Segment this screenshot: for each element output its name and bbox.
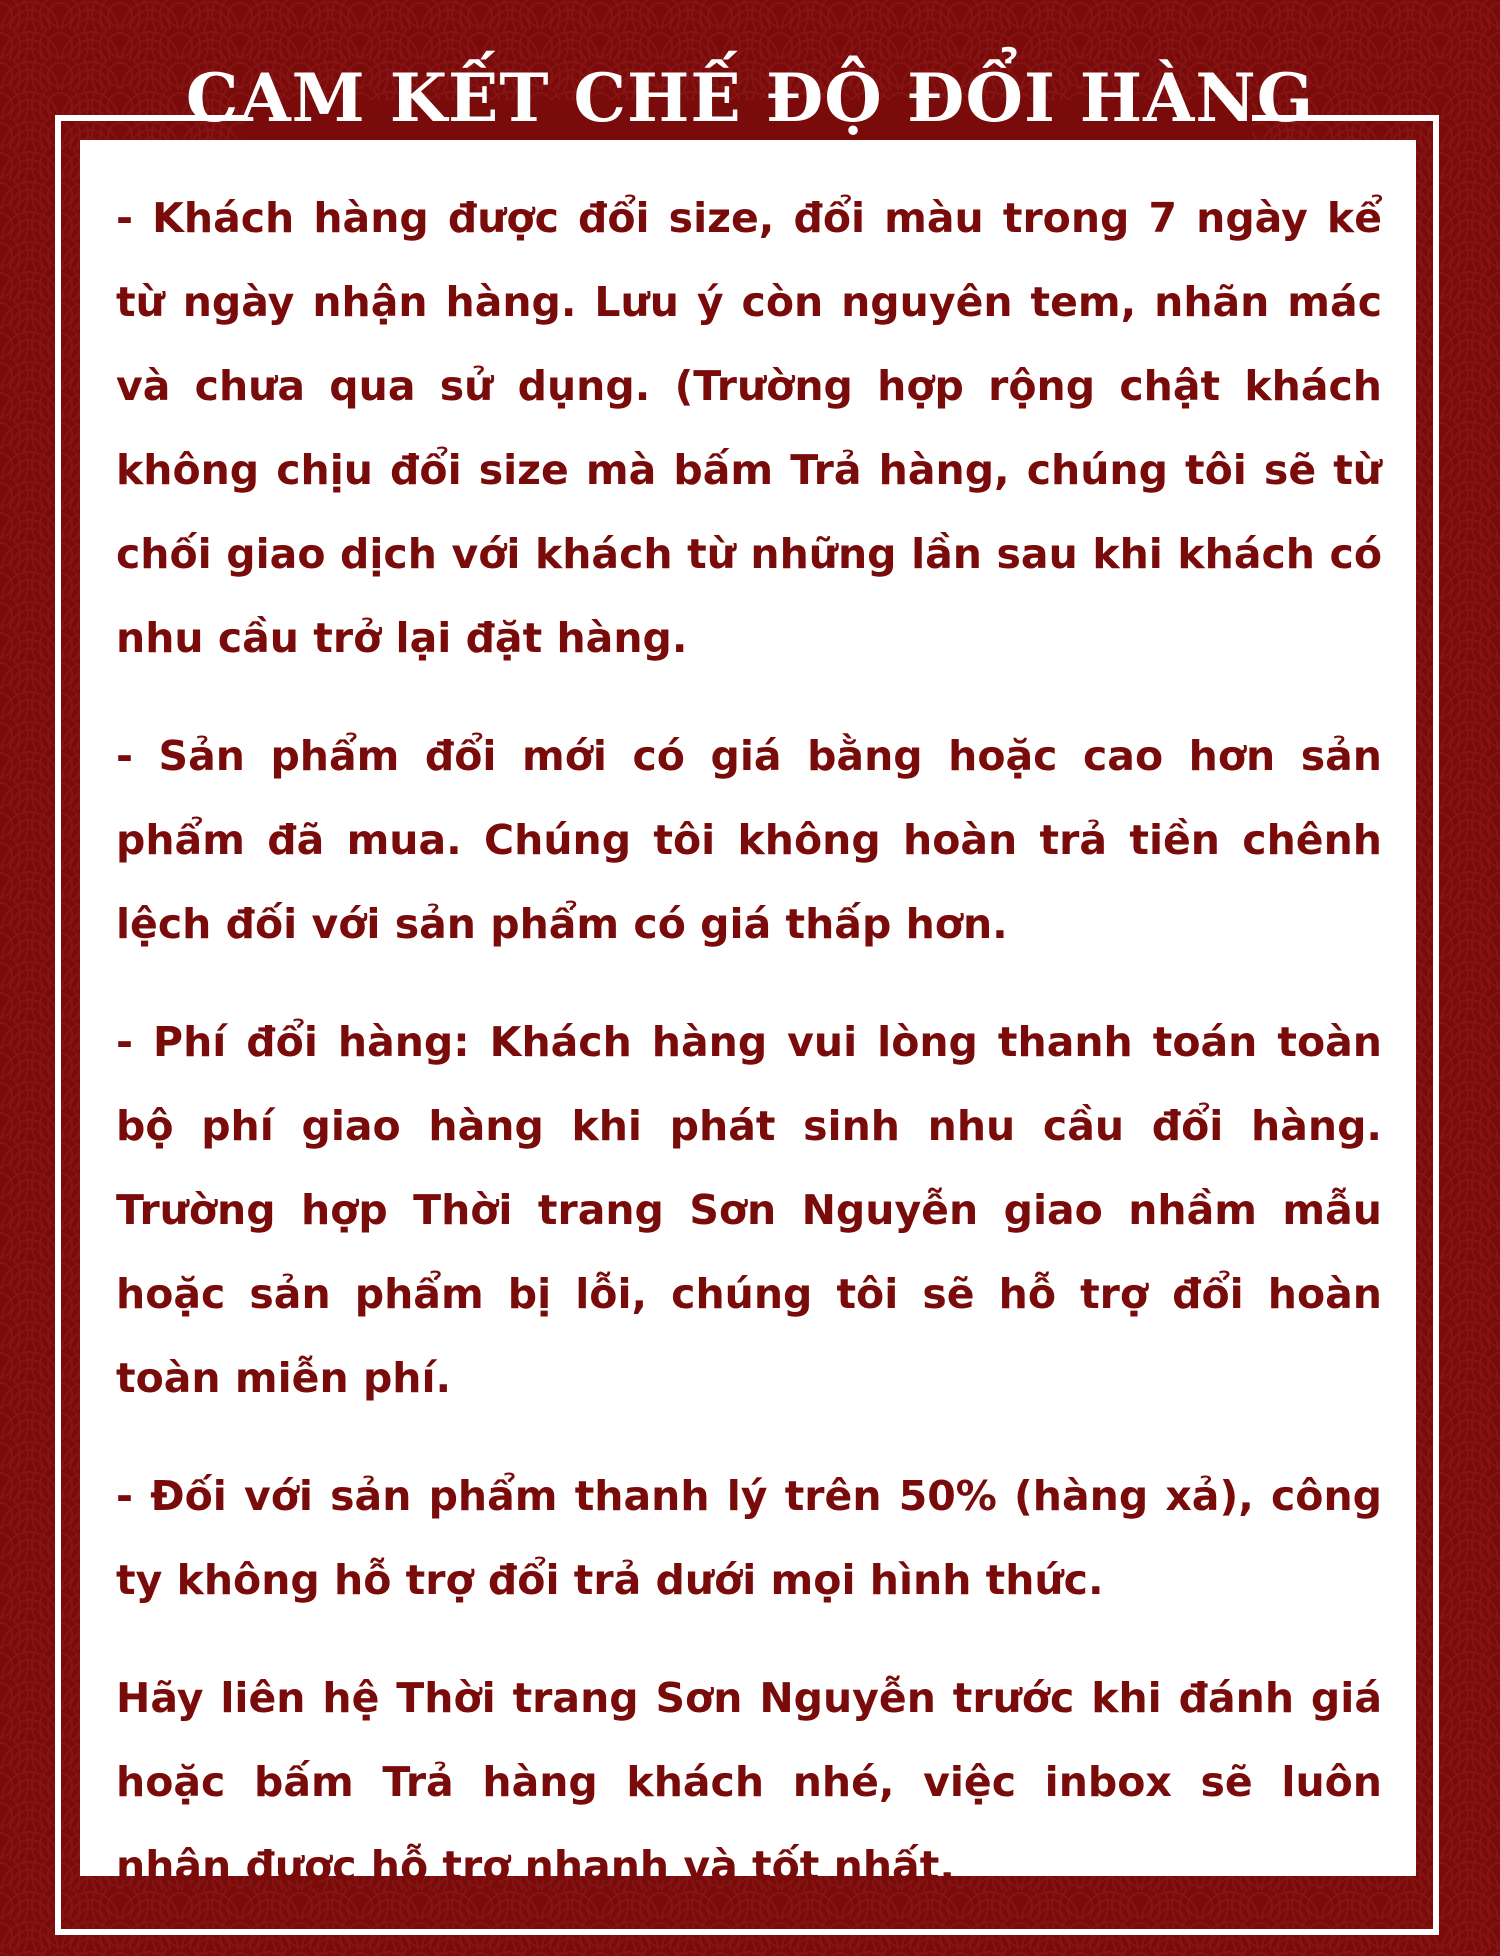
content-panel bbox=[80, 140, 1416, 1890]
policy-paragraph-size-color-exchange: - Khách hàng được đổi size, đổi màu trong 7 ngày kể từ ngày nhận hàng. Lưu ý còn nguyên tem, nhãn mác và chưa qua sử dụng. (Trường hợp rộng chật khách không chịu đổi size mà bấm Trả hàng, chúng tôi sẽ từ chối giao dịch với khách từ những lần sau khi khách có nhu cầu trở lại đặt hàng. bbox=[116, 194, 1382, 662]
policy-paragraph-exchange-fee: - Phí đổi hàng: Khách hàng vui lòng thanh toán toàn bộ phí giao hàng khi phát sinh nhu cầu đổi hàng. Trường hợp Thời trang Sơn Nguyễn giao nhầm mẫu hoặc sản phẩm bị lỗi, chúng tôi sẽ hỗ trợ đổi hoàn toàn miễn phí. bbox=[116, 1018, 1382, 1402]
page-title: CAM KẾT CHẾ ĐỘ ĐỔI HÀNG bbox=[185, 59, 1315, 137]
policy-paragraph-contact-note: Hãy liên hệ Thời trang Sơn Nguyễn trước khi đánh giá hoặc bấm Trả hàng khách nhé, việc inbox sẽ luôn nhận được hỗ trợ nhanh và tốt nhất. bbox=[116, 1674, 1382, 1890]
policy-paragraph-price-difference: - Sản phẩm đổi mới có giá bằng hoặc cao hơn sản phẩm đã mua. Chúng tôi không hoàn trả tiền chênh lệch đối với sản phẩm có giá thấp hơn. bbox=[116, 732, 1382, 948]
policy-paragraph-clearance-items: - Đối với sản phẩm thanh lý trên 50% (hàng xả), công ty không hỗ trợ đổi trả dưới mọi hình thức. bbox=[116, 1472, 1382, 1604]
